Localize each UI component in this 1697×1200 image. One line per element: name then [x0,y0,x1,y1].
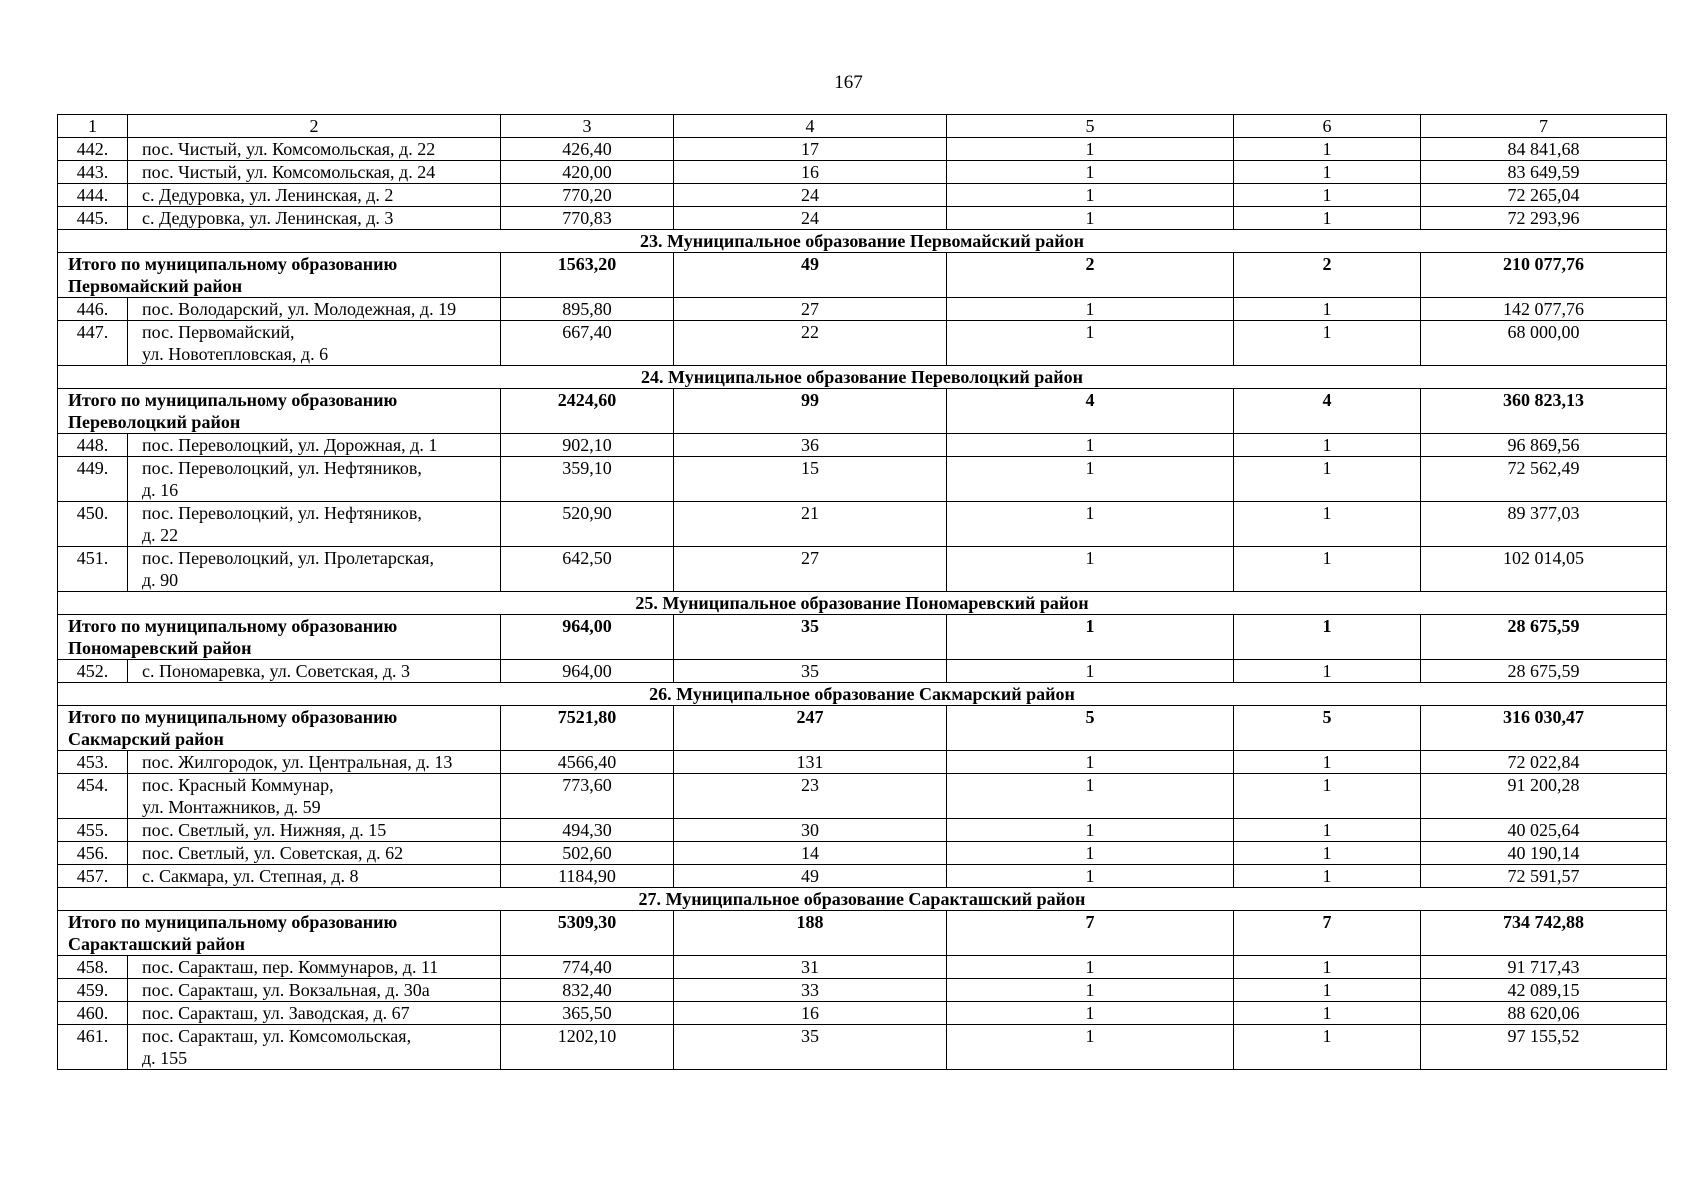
count-cell: 1 [947,161,1234,184]
address-cell: пос. Жилгородок, ул. Центральная, д. 13 [128,751,501,774]
subtotal-label-line: Переволоцкий район [68,412,241,432]
area-cell: 426,40 [501,138,674,161]
count-cell: 1 [947,1002,1234,1025]
table-row [58,161,1667,184]
residents-cell: 23 [674,774,947,819]
address-line: пос. Переволоцкий, ул. Нефтяников, [142,458,422,478]
count-cell: 1 [1234,298,1421,321]
area-cell: 895,80 [501,298,674,321]
address-cell [128,457,501,502]
residents-cell: 35 [674,660,947,683]
count-cell: 1 [1234,321,1421,366]
table-row [58,1002,1667,1025]
count-cell: 1 [947,547,1234,592]
subtotal-label [58,253,501,298]
area-cell: 365,50 [501,1002,674,1025]
table-row [58,1025,1667,1070]
section-header-row [58,230,1667,253]
address-line: ул. Новотепловская, д. 6 [142,344,329,364]
count-cell: 1 [947,774,1234,819]
amount-cell: 72 591,57 [1421,865,1667,888]
count-cell: 1 [947,615,1234,660]
amount-cell: 72 265,04 [1421,184,1667,207]
amount-cell: 210 077,76 [1421,253,1667,298]
address-cell: с. Дедуровка, ул. Ленинская, д. 2 [128,184,501,207]
table-row [58,502,1667,547]
amount-cell: 68 000,00 [1421,321,1667,366]
address-cell [128,502,501,547]
area-cell: 964,00 [501,615,674,660]
residents-cell: 35 [674,615,947,660]
residents-cell: 31 [674,956,947,979]
residents-cell: 24 [674,184,947,207]
area-cell: 2424,60 [501,389,674,434]
address-line: пос. Переволоцкий, ул. Пролетарская, [142,548,435,568]
amount-cell: 91 717,43 [1421,956,1667,979]
residents-cell: 14 [674,842,947,865]
residents-cell: 21 [674,502,947,547]
row-number: 457. [58,865,128,888]
count-cell: 1 [947,956,1234,979]
count-cell: 2 [947,253,1234,298]
table-row [58,321,1667,366]
count-cell: 1 [1234,1025,1421,1070]
table-row [58,774,1667,819]
count-cell: 1 [947,298,1234,321]
area-cell: 494,30 [501,819,674,842]
section-title: 23. Муниципальное образование Первомайский район [58,230,1667,253]
residents-cell: 131 [674,751,947,774]
table-row [58,751,1667,774]
column-number: 4 [674,115,947,138]
address-line: пос. Саракташ, ул. Комсомольская, [142,1026,412,1046]
subtotal-label [58,615,501,660]
count-cell: 1 [947,321,1234,366]
amount-cell: 83 649,59 [1421,161,1667,184]
subtotal-label-line: Пономаревский район [68,638,252,658]
address-line: д. 16 [142,480,179,500]
area-cell: 420,00 [501,161,674,184]
residents-cell: 30 [674,819,947,842]
area-cell: 773,60 [501,774,674,819]
row-number: 449. [58,457,128,502]
address-cell [128,774,501,819]
count-cell: 1 [1234,547,1421,592]
amount-cell: 40 190,14 [1421,842,1667,865]
residents-cell: 15 [674,457,947,502]
amount-cell: 142 077,76 [1421,298,1667,321]
table-row [58,979,1667,1002]
section-title: 25. Муниципальное образование Пономаревский район [58,592,1667,615]
section-header-row [58,366,1667,389]
area-cell: 1563,20 [501,253,674,298]
area-cell: 770,83 [501,207,674,230]
count-cell: 1 [1234,615,1421,660]
column-number: 1 [58,115,128,138]
table-row [58,865,1667,888]
count-cell: 1 [947,138,1234,161]
section-title: 27. Муниципальное образование Саракташский район [58,888,1667,911]
count-cell: 1 [947,502,1234,547]
subtotal-label-line: Саракташский район [68,934,245,954]
address-cell: пос. Саракташ, ул. Заводская, д. 67 [128,1002,501,1025]
residents-cell: 99 [674,389,947,434]
address-cell: пос. Переволоцкий, ул. Дорожная, д. 1 [128,434,501,457]
table-row [58,842,1667,865]
count-cell: 1 [947,660,1234,683]
count-cell: 1 [947,207,1234,230]
address-cell: пос. Володарский, ул. Молодежная, д. 19 [128,298,501,321]
amount-cell: 72 293,96 [1421,207,1667,230]
address-line: ул. Монтажников, д. 59 [142,797,321,817]
count-cell: 1 [947,819,1234,842]
area-cell: 902,10 [501,434,674,457]
table-row [58,547,1667,592]
table-row [58,457,1667,502]
subtotal-label [58,911,501,956]
amount-cell: 28 675,59 [1421,660,1667,683]
column-number-row [58,115,1667,138]
column-number: 6 [1234,115,1421,138]
residents-cell: 22 [674,321,947,366]
subtotal-label-line: Сакмарский район [68,729,224,749]
count-cell: 1 [1234,457,1421,502]
row-number: 445. [58,207,128,230]
subtotal-label-line: Итого по муниципальному образованию [68,390,398,410]
address-line: д. 155 [142,1048,188,1068]
residents-cell: 188 [674,911,947,956]
amount-cell: 316 030,47 [1421,706,1667,751]
address-cell: пос. Светлый, ул. Нижняя, д. 15 [128,819,501,842]
table-row [58,184,1667,207]
residents-cell: 33 [674,979,947,1002]
subtotal-row [58,253,1667,298]
count-cell: 1 [1234,502,1421,547]
subtotal-row [58,615,1667,660]
column-number: 3 [501,115,674,138]
count-cell: 1 [1234,774,1421,819]
area-cell: 359,10 [501,457,674,502]
amount-cell: 102 014,05 [1421,547,1667,592]
area-cell: 964,00 [501,660,674,683]
count-cell: 5 [947,706,1234,751]
row-number: 454. [58,774,128,819]
area-cell: 642,50 [501,547,674,592]
count-cell: 1 [947,184,1234,207]
amount-cell: 734 742,88 [1421,911,1667,956]
residents-cell: 36 [674,434,947,457]
address-cell: пос. Саракташ, ул. Вокзальная, д. 30а [128,979,501,1002]
table-row [58,207,1667,230]
count-cell: 1 [1234,751,1421,774]
count-cell: 1 [947,1025,1234,1070]
subtotal-label-line: Итого по муниципальному образованию [68,616,398,636]
address-line: д. 22 [142,525,179,545]
row-number: 443. [58,161,128,184]
address-line: пос. Красный Коммунар, [142,775,334,795]
address-line: д. 90 [142,570,179,590]
address-cell: пос. Чистый, ул. Комсомольская, д. 24 [128,161,501,184]
count-cell: 1 [1234,161,1421,184]
address-line: пос. Первомайский, [142,322,295,342]
subtotal-row [58,911,1667,956]
residents-cell: 27 [674,547,947,592]
area-cell: 1184,90 [501,865,674,888]
amount-cell: 42 089,15 [1421,979,1667,1002]
row-number: 448. [58,434,128,457]
count-cell: 7 [1234,911,1421,956]
row-number: 451. [58,547,128,592]
count-cell: 1 [1234,956,1421,979]
count-cell: 1 [1234,660,1421,683]
area-cell: 1202,10 [501,1025,674,1070]
subtotal-label-line: Итого по муниципальному образованию [68,912,398,932]
residents-cell: 49 [674,865,947,888]
area-cell: 770,20 [501,184,674,207]
area-cell: 520,90 [501,502,674,547]
subtotal-label-line: Первомайский район [68,276,243,296]
table-row [58,819,1667,842]
amount-cell: 72 022,84 [1421,751,1667,774]
amount-cell: 88 620,06 [1421,1002,1667,1025]
row-number: 461. [58,1025,128,1070]
amount-cell: 360 823,13 [1421,389,1667,434]
subtotal-row [58,706,1667,751]
row-number: 452. [58,660,128,683]
subtotal-label-line: Итого по муниципальному образованию [68,254,398,274]
address-line: пос. Переволоцкий, ул. Нефтяников, [142,503,422,523]
area-cell: 774,40 [501,956,674,979]
count-cell: 1 [947,751,1234,774]
area-cell: 7521,80 [501,706,674,751]
address-cell [128,547,501,592]
count-cell: 1 [1234,865,1421,888]
count-cell: 1 [947,842,1234,865]
housing-table [57,114,1667,1070]
amount-cell: 40 025,64 [1421,819,1667,842]
area-cell: 5309,30 [501,911,674,956]
count-cell: 7 [947,911,1234,956]
count-cell: 1 [1234,842,1421,865]
address-cell: с. Сакмара, ул. Степная, д. 8 [128,865,501,888]
residents-cell: 24 [674,207,947,230]
table-row [58,298,1667,321]
row-number: 442. [58,138,128,161]
row-number: 446. [58,298,128,321]
address-cell [128,1025,501,1070]
residents-cell: 16 [674,1002,947,1025]
residents-cell: 247 [674,706,947,751]
table-row [58,956,1667,979]
row-number: 444. [58,184,128,207]
residents-cell: 49 [674,253,947,298]
subtotal-label [58,706,501,751]
amount-cell: 91 200,28 [1421,774,1667,819]
table-row [58,660,1667,683]
amount-cell: 84 841,68 [1421,138,1667,161]
section-header-row [58,888,1667,911]
subtotal-row [58,389,1667,434]
count-cell: 1 [1234,207,1421,230]
count-cell: 1 [947,434,1234,457]
count-cell: 1 [1234,819,1421,842]
subtotal-label-line: Итого по муниципальному образованию [68,707,398,727]
amount-cell: 28 675,59 [1421,615,1667,660]
row-number: 460. [58,1002,128,1025]
area-cell: 4566,40 [501,751,674,774]
address-cell [128,321,501,366]
amount-cell: 96 869,56 [1421,434,1667,457]
row-number: 453. [58,751,128,774]
area-cell: 502,60 [501,842,674,865]
amount-cell: 89 377,03 [1421,502,1667,547]
table-row [58,138,1667,161]
amount-cell: 72 562,49 [1421,457,1667,502]
page-number: 167 [834,72,863,93]
section-header-row [58,683,1667,706]
section-title: 26. Муниципальное образование Сакмарский район [58,683,1667,706]
address-cell: с. Дедуровка, ул. Ленинская, д. 3 [128,207,501,230]
address-cell: пос. Саракташ, пер. Коммунаров, д. 11 [128,956,501,979]
count-cell: 1 [1234,979,1421,1002]
table-row [58,434,1667,457]
column-number: 2 [128,115,501,138]
residents-cell: 17 [674,138,947,161]
column-number: 5 [947,115,1234,138]
column-number: 7 [1421,115,1667,138]
section-header-row [58,592,1667,615]
residents-cell: 27 [674,298,947,321]
count-cell: 1 [1234,434,1421,457]
count-cell: 4 [947,389,1234,434]
residents-cell: 16 [674,161,947,184]
residents-cell: 35 [674,1025,947,1070]
row-number: 456. [58,842,128,865]
row-number: 455. [58,819,128,842]
subtotal-label [58,389,501,434]
row-number: 447. [58,321,128,366]
area-cell: 832,40 [501,979,674,1002]
address-cell: пос. Светлый, ул. Советская, д. 62 [128,842,501,865]
count-cell: 4 [1234,389,1421,434]
count-cell: 1 [947,979,1234,1002]
row-number: 458. [58,956,128,979]
count-cell: 1 [947,865,1234,888]
row-number: 450. [58,502,128,547]
address-cell: с. Пономаревка, ул. Советская, д. 3 [128,660,501,683]
count-cell: 1 [947,457,1234,502]
row-number: 459. [58,979,128,1002]
amount-cell: 97 155,52 [1421,1025,1667,1070]
count-cell: 1 [1234,1002,1421,1025]
count-cell: 1 [1234,184,1421,207]
section-title: 24. Муниципальное образование Переволоцкий район [58,366,1667,389]
area-cell: 667,40 [501,321,674,366]
count-cell: 2 [1234,253,1421,298]
count-cell: 1 [1234,138,1421,161]
count-cell: 5 [1234,706,1421,751]
address-cell: пос. Чистый, ул. Комсомольская, д. 22 [128,138,501,161]
